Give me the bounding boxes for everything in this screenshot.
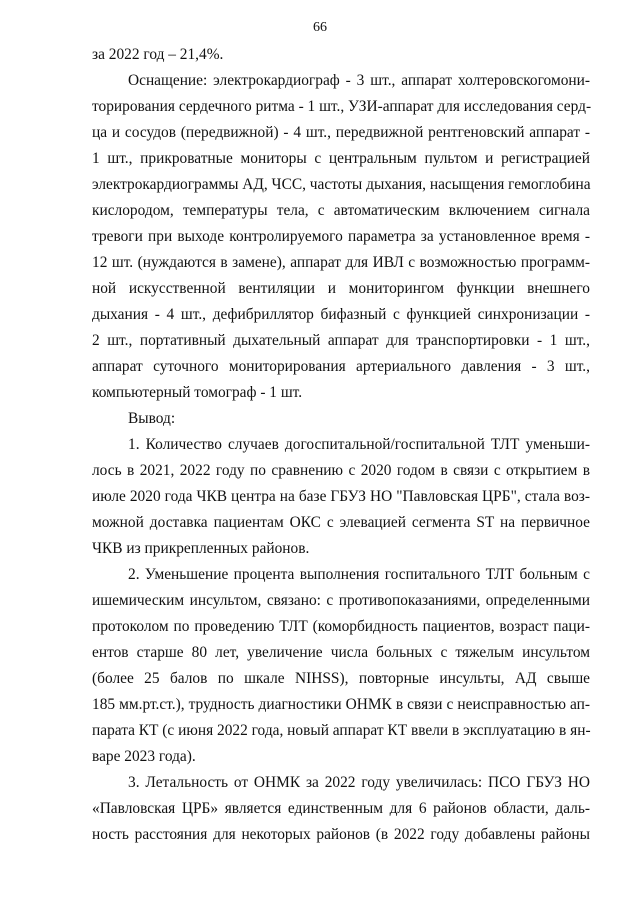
text-line: ЧКВ из прикрепленных районов. [92,540,310,557]
text-line: тревоги при выходе контролируемого параметра за установленное время - [92,228,590,245]
text-line: парата КТ (с июня 2022 года, новый аппарат КТ ввели в эксплуатацию в ян- [92,722,591,739]
text-line: Оснащение: электрокардиограф - 3 шт., аппарат холтеровскогомони- [128,72,590,89]
text-line: кислородом, температуры тела, с автоматическим включением сигнала [92,202,590,219]
text-line: торирования сердечного ритма - 1 шт., УЗИ-аппарат для исследования серд- [92,98,592,115]
text-line: протоколом по проведению ТЛТ (коморбидность пациентов, возраст паци- [92,618,590,635]
text-line: 3. Летальность от ОНМК за 2022 году увеличилась: ПСО ГБУЗ НО [128,774,590,791]
page-number: 66 [313,20,327,35]
text-line: можной доставка пациентам ОКС с элевацией сегмента ST на первичное [92,514,590,531]
text-line: 12 шт. (нуждаются в замене), аппарат для ИВЛ с возможностью программ- [92,254,590,271]
text-line: компьютерный томограф - 1 шт. [92,384,303,401]
text-line: 1. Количество случаев догоспитальной/госпитальной ТЛТ уменьши- [128,436,590,453]
text-line: аппарат суточного мониторирования артериального давления - 3 шт., [92,358,590,375]
text-line: за 2022 год – 21,4%. [92,46,224,63]
text-line: (более 25 балов по шкале NIHSS), повторные инсульты, АД свыше [92,670,590,687]
text-line: 185 мм.рт.ст.), трудность диагностики ОНМК в связи с неисправностью ап- [92,696,590,713]
text-line: «Павловская ЦРБ» является единственным для 6 районов области, даль- [92,800,590,817]
text-line: июле 2020 года ЧКВ центра на базе ГБУЗ НО "Павловская ЦРБ", стала воз- [92,488,590,505]
section-heading: Вывод: [128,410,176,427]
text-line: 1 шт., прикроватные мониторы с центральным пультом и регистрацией [92,150,590,167]
text-line: ность расстояния для некоторых районов (в 2022 году добавлены районы [92,826,590,843]
text-line: ца и сосудов (передвижной) - 4 шт., передвижной рентгеновский аппарат - [92,124,590,141]
text-line: дыхания - 4 шт., дефибриллятор бифазный с функцией синхронизации - [92,306,590,323]
text-line: лось в 2021, 2022 году по сравнению с 2020 годом в связи с открытием в [92,462,590,479]
text-line: ишемическим инсультом, связано: с противопоказаниями, определенными [92,592,590,609]
text-line: варе 2023 года). [92,748,196,765]
text-line: 2. Уменьшение процента выполнения госпитального ТЛТ больным с [128,566,590,583]
text-line: ной искусственной вентиляции и мониторингом функции внешнего [92,280,590,297]
text-line: 2 шт., портативный дыхательный аппарат для транспортировки - 1 шт., [92,332,590,349]
text-line: ентов старше 80 лет, увеличение числа больных с тяжелым инсультом [92,644,590,661]
text-line: электрокардиограммы АД, ЧСС, частоты дыхания, насыщения гемоглобина [92,176,591,193]
